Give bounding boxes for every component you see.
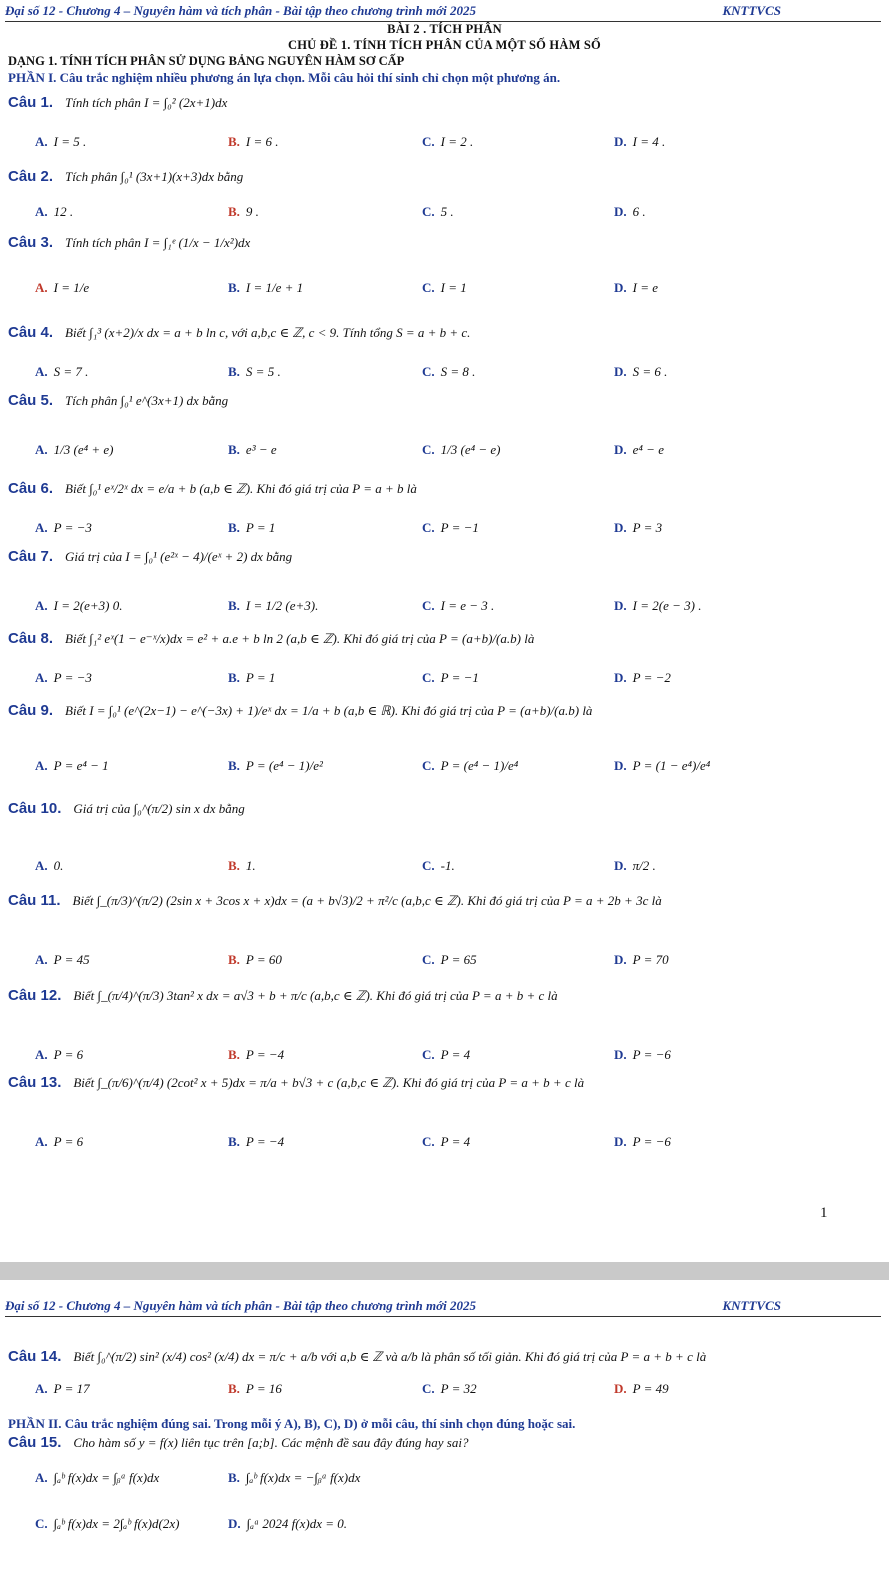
option-value: I = 1 (440, 280, 467, 295)
option-key: C. (422, 134, 435, 149)
option-value: 5 . (440, 204, 454, 219)
question-4-options (0, 364, 889, 386)
option-key: D. (614, 670, 627, 685)
option-key: B. (228, 280, 240, 295)
question-15-options-row1 (0, 1470, 889, 1492)
option-value: P = −2 (632, 670, 671, 685)
question-text: Biết ∫₀¹ eˣ/2ˣ dx = e/a + b (a,b ∈ ℤ). Khi đó giá trị của P = a + b là (65, 481, 417, 496)
question-text: Giá trị của I = ∫₀¹ (e²ˣ − 4)/(eˣ + 2) dx bằng (65, 549, 293, 564)
form-title: DẠNG 1. TÍNH TÍCH PHÂN SỬ DỤNG BẢNG NGUYÊN HÀM SƠ CẤP (8, 54, 405, 68)
option-key: B. (228, 364, 240, 379)
header-title: Đại số 12 - Chương 4 – Nguyên hàm và tích phân - Bài tập theo chương trình mới 2025 (5, 3, 476, 18)
question-text: Biết ∫_(π/4)^(π/3) 3tan² x dx = a√3 + b + π/c (a,b,c ∈ ℤ). Khi đó giá trị của P = a + b + c là (73, 988, 558, 1003)
option-c (422, 858, 455, 874)
question-7 (8, 548, 292, 565)
option-c: C. ∫ₐᵇ f(x)dx = 2∫ₐᵇ f(x)d(2x) (35, 1516, 180, 1531)
option-d (614, 280, 658, 296)
question-9 (8, 702, 592, 719)
option-b (228, 280, 303, 296)
option-value: S = 6 . (632, 364, 668, 379)
option-d (614, 758, 710, 774)
option-d (614, 1047, 671, 1063)
option-a (35, 364, 88, 380)
question-7-options (0, 598, 889, 620)
question-9-options (0, 758, 889, 780)
option-key: A. (35, 520, 48, 535)
option-b (228, 952, 282, 968)
option-value: I = e (632, 280, 659, 295)
option-value: S = 8 . (440, 364, 476, 379)
question-14-options (0, 1381, 889, 1403)
option-key: A. (35, 1134, 48, 1149)
option-key: C. (422, 520, 435, 535)
option-value: P = 65 (440, 952, 477, 967)
option-c (422, 598, 494, 614)
option-value: P = 45 (53, 952, 90, 967)
question-text: Tích phân ∫₀¹ e^(3x+1) dx bằng (65, 393, 229, 408)
option-key: D. (614, 1134, 627, 1149)
question-text: Tính tích phân I = ∫₁ᵉ (1/x − 1/x²)dx (65, 235, 251, 250)
option-value: P = −1 (440, 670, 479, 685)
option-d (614, 520, 662, 536)
option-b (228, 134, 279, 150)
option-value: 0. (53, 858, 64, 873)
question-6-options (0, 520, 889, 542)
page-number: 1 (820, 1205, 828, 1221)
option-value: P = (e⁴ − 1)/e⁴ (440, 758, 519, 773)
option-value: -1. (440, 858, 455, 873)
option-value: P = −6 (632, 1134, 671, 1149)
option-d (614, 670, 671, 686)
option-key: C. (422, 670, 435, 685)
option-key: A. (35, 280, 48, 295)
option-key: C. (422, 1134, 435, 1149)
option-d (614, 134, 665, 150)
option-b (228, 598, 318, 614)
option-key: B. (228, 858, 240, 873)
page-separator (0, 1262, 889, 1280)
option-value: P = 6 (53, 1047, 84, 1062)
option-key: C. (422, 758, 435, 773)
option-key: D. (614, 520, 627, 535)
option-value: P = e⁴ − 1 (53, 758, 109, 773)
question-text: Biết ∫_(π/6)^(π/4) (2cot² x + 5)dx = π/a + b√3 + c (a,b,c ∈ ℤ). Khi đó giá trị của P = a + b + c là (73, 1075, 585, 1090)
option-value: P = 60 (245, 952, 282, 967)
option-b (228, 1047, 284, 1063)
question-3-options (0, 280, 889, 302)
option-key: A. (35, 670, 48, 685)
option-value: P = (e⁴ − 1)/e² (245, 758, 323, 773)
option-value: I = e − 3 . (440, 598, 495, 613)
option-d: D. P = 49 (614, 1381, 669, 1396)
question-number: Câu 2. (8, 168, 54, 185)
option-a (35, 134, 86, 150)
option-key: C. (422, 858, 435, 873)
option-key: A. (35, 952, 48, 967)
question-5-options (0, 442, 889, 464)
option-key: A. (35, 1047, 48, 1062)
option-a: A. P = 17 (35, 1381, 90, 1396)
option-b (228, 204, 259, 220)
option-key: B. (228, 670, 240, 685)
option-key: D. (614, 598, 627, 613)
question-number: Câu 4. (8, 324, 54, 341)
option-key: A. (35, 204, 48, 219)
option-value: P = (1 − e⁴)/e⁴ (632, 758, 711, 773)
option-value: 1. (245, 858, 256, 873)
option-value: 6 . (632, 204, 646, 219)
option-b (228, 670, 275, 686)
option-b (228, 520, 275, 536)
question-number: Câu 11. (8, 892, 61, 909)
page-2 (0, 1280, 889, 1581)
option-d (614, 442, 664, 458)
question-text: Biết ∫₀^(π/2) sin² (x/4) cos² (x/4) dx = π/c + a/b với a,b ∈ ℤ và a/b là phân số tối giản. Khi đó giá trị của P = a + b + c là (73, 1349, 707, 1364)
question-number: Câu 8. (8, 630, 54, 647)
option-d: D. ∫ₐᵃ 2024 f(x)dx = 0. (228, 1516, 348, 1531)
question-number: Câu 13. (8, 1074, 62, 1091)
option-c (422, 280, 467, 296)
question-12 (8, 987, 558, 1004)
option-key: D. (614, 952, 627, 967)
option-value: e³ − e (245, 442, 277, 457)
option-value: P = −6 (632, 1047, 671, 1062)
question-number: Câu 3. (8, 234, 54, 251)
option-a (35, 858, 63, 874)
option-a (35, 204, 73, 220)
option-value: 9 . (245, 204, 259, 219)
question-4 (8, 324, 470, 341)
option-value: 1/3 (e⁴ + e) (53, 442, 114, 457)
option-b (228, 758, 323, 774)
header-title-2: Đại số 12 - Chương 4 – Nguyên hàm và tích phân - Bài tập theo chương trình mới 2025 (5, 1298, 476, 1313)
question-text: Giá trị của ∫₀^(π/2) sin x dx bằng (73, 801, 245, 816)
option-key: C. (422, 1047, 435, 1062)
question-1-options (0, 134, 889, 156)
question-15-options-row2 (0, 1516, 889, 1538)
option-b: B. P = 16 (228, 1381, 282, 1396)
option-a (35, 952, 90, 968)
option-a (35, 598, 122, 614)
option-key: B. (228, 952, 240, 967)
page-header-2 (5, 1298, 881, 1317)
question-5 (8, 392, 228, 409)
lesson-title: BÀI 2 . TÍCH PHÂN (387, 22, 502, 36)
option-value: e⁴ − e (632, 442, 664, 457)
option-value: I = 1/2 (e+3). (245, 598, 319, 613)
option-c (422, 134, 473, 150)
question-15 (8, 1434, 468, 1451)
question-number: Câu 10. (8, 800, 62, 817)
option-value: I = 6 . (245, 134, 279, 149)
question-2 (8, 168, 243, 185)
option-value: I = 2(e − 3) . (632, 598, 702, 613)
question-8 (8, 630, 534, 647)
option-c (422, 520, 479, 536)
option-key: D. (614, 758, 627, 773)
option-d (614, 858, 656, 874)
option-value: I = 2 . (440, 134, 474, 149)
option-key: D. (614, 204, 627, 219)
question-6 (8, 480, 417, 497)
part-1-heading: PHẦN I. Câu trắc nghiệm nhiều phương án lựa chọn. Mỗi câu hỏi thí sinh chỉ chọn một phương án. (8, 70, 561, 85)
option-key: C. (422, 204, 435, 219)
option-key: C. (422, 280, 435, 295)
question-number: Câu 1. (8, 94, 54, 111)
option-c (422, 1047, 470, 1063)
option-d (614, 204, 646, 220)
question-number: Câu 14. (8, 1348, 62, 1365)
option-c (422, 442, 501, 458)
question-number: Câu 7. (8, 548, 54, 565)
option-a (35, 1047, 83, 1063)
option-key: D. (614, 280, 627, 295)
topic-title: CHỦ ĐỀ 1. TÍNH TÍCH PHÂN CỦA MỘT SỐ HÀM SỐ (288, 38, 601, 52)
option-b (228, 364, 281, 380)
option-value: P = −1 (440, 520, 479, 535)
option-key: C. (422, 442, 435, 457)
question-13 (8, 1074, 584, 1091)
option-key: C. (422, 364, 435, 379)
option-value: I = 1/e (53, 280, 90, 295)
option-a (35, 758, 109, 774)
question-2-options (0, 204, 889, 226)
option-value: I = 4 . (632, 134, 666, 149)
option-value: S = 7 . (53, 364, 89, 379)
option-key: A. (35, 442, 48, 457)
option-key: A. (35, 758, 48, 773)
option-key: B. (228, 598, 240, 613)
page-header (5, 3, 881, 22)
part-2-heading: PHẦN II. Câu trắc nghiệm đúng sai. Trong mỗi ý A), B), C), D) ở mỗi câu, thí sinh chọn đúng hoặc sai. (8, 1416, 576, 1431)
question-10-options (0, 858, 889, 880)
option-value: P = −4 (245, 1134, 285, 1149)
option-value: I = 1/e + 1 (245, 280, 304, 295)
question-text: Tính tích phân I = ∫₀² (2x+1)dx (65, 95, 228, 110)
option-key: D. (614, 364, 627, 379)
question-10 (8, 800, 245, 817)
question-number: Câu 6. (8, 480, 54, 497)
question-3 (8, 234, 250, 251)
question-1 (8, 94, 227, 111)
option-key: A. (35, 134, 48, 149)
option-value: P = 3 (632, 520, 663, 535)
option-value: P = 4 (440, 1047, 471, 1062)
option-b: B. ∫ₐᵇ f(x)dx = −∫ᵦᵃ f(x)dx (228, 1470, 361, 1485)
option-value: π/2 . (632, 858, 656, 873)
question-text: Biết ∫₁² eˣ(1 − e⁻ˣ/x)dx = e² + a.e + b ln 2 (a,b ∈ ℤ). Khi đó giá trị của P = (a+b)/(a.b) là (65, 631, 535, 646)
option-a (35, 670, 92, 686)
option-key: D. (614, 1047, 627, 1062)
question-number: Câu 9. (8, 702, 54, 719)
option-value: P = −4 (245, 1047, 285, 1062)
option-value: I = 5 . (53, 134, 87, 149)
option-c (422, 952, 477, 968)
question-text: Biết I = ∫₀¹ (e^(2x−1) − e^(−3x) + 1)/eˣ dx = 1/a + b (a,b ∈ ℝ). Khi đó giá trị của P = (a+b)/(a.b) là (65, 703, 593, 718)
question-13-options (0, 1134, 889, 1156)
option-d (614, 952, 669, 968)
option-d (614, 598, 701, 614)
question-number: Câu 5. (8, 392, 54, 409)
question-number: Câu 15. (8, 1434, 62, 1451)
question-11-options (0, 952, 889, 974)
question-11 (8, 892, 662, 909)
option-d (614, 1134, 671, 1150)
option-value: P = −3 (53, 670, 92, 685)
option-value: 12 . (53, 204, 74, 219)
option-c (422, 670, 479, 686)
option-key: C. (422, 598, 435, 613)
option-b (228, 442, 277, 458)
option-c (422, 758, 518, 774)
option-key: D. (614, 858, 627, 873)
option-b (228, 858, 256, 874)
option-key: B. (228, 1047, 240, 1062)
question-8-options (0, 670, 889, 692)
option-value: P = 1 (245, 520, 276, 535)
option-value: P = 70 (632, 952, 669, 967)
question-text: Biết ∫_(π/3)^(π/2) (2sin x + 3cos x + x)dx = (a + b√3)/2 + π²/c (a,b,c ∈ ℤ). Khi đó giá trị của P = a + 2b + 3c là (72, 893, 662, 908)
option-key: A. (35, 598, 48, 613)
option-key: D. (614, 134, 627, 149)
question-text: Cho hàm số y = f(x) liên tục trên [a;b]. Các mệnh đề sau đây đúng hay sai? (73, 1435, 469, 1450)
option-d (614, 364, 667, 380)
option-value: 1/3 (e⁴ − e) (440, 442, 501, 457)
option-value: P = 1 (245, 670, 276, 685)
option-key: A. (35, 858, 48, 873)
option-value: P = 6 (53, 1134, 84, 1149)
option-a: A. ∫ₐᵇ f(x)dx = ∫ᵦᵃ f(x)dx (35, 1470, 160, 1485)
header-tag-2: KNTTVCS (722, 1298, 781, 1313)
option-b (228, 1134, 284, 1150)
question-text: Tích phân ∫₀¹ (3x+1)(x+3)dx bằng (65, 169, 244, 184)
option-value: I = 2(e+3) 0. (53, 598, 123, 613)
option-c (422, 204, 454, 220)
option-key: B. (228, 758, 240, 773)
option-key: A. (35, 364, 48, 379)
option-value: S = 5 . (245, 364, 281, 379)
option-value: P = 4 (440, 1134, 471, 1149)
option-c (422, 1134, 470, 1150)
option-key: B. (228, 1134, 240, 1149)
option-key: B. (228, 520, 240, 535)
option-key: B. (228, 442, 240, 457)
option-a (35, 280, 89, 296)
question-12-options (0, 1047, 889, 1069)
option-key: D. (614, 442, 627, 457)
option-key: C. (422, 952, 435, 967)
option-a (35, 520, 92, 536)
option-key: B. (228, 134, 240, 149)
option-a (35, 1134, 83, 1150)
question-text: Biết ∫₁³ (x+2)/x dx = a + b ln c, với a,b,c ∈ ℤ, c < 9. Tính tổng S = a + b + c. (65, 325, 471, 340)
option-a (35, 442, 114, 458)
option-value: P = −3 (53, 520, 92, 535)
question-14 (8, 1348, 706, 1365)
option-c (422, 364, 475, 380)
option-key: B. (228, 204, 240, 219)
question-number: Câu 12. (8, 987, 62, 1004)
option-c: C. P = 32 (422, 1381, 477, 1396)
header-tag: KNTTVCS (722, 3, 781, 18)
